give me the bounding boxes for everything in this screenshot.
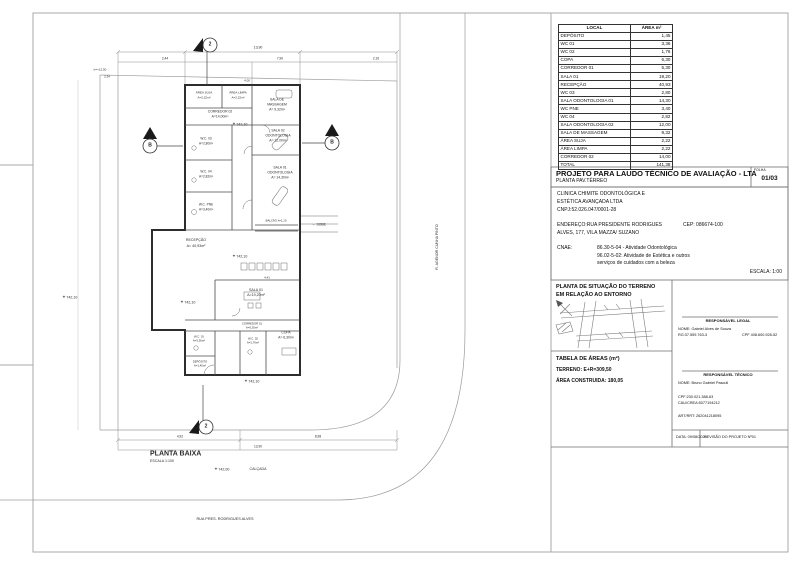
plan-label: 13,90 xyxy=(254,444,262,449)
resp-tecnico-cpf: CPF:230.021.388-63 xyxy=(678,395,714,399)
room-area-cell: 6,30 xyxy=(631,57,673,65)
plan-label: W.C. 02 xyxy=(248,336,258,341)
endereco-line1: ENDEREÇO:RUA PRESIDENTE RODRIGUES xyxy=(557,222,663,228)
table-row xyxy=(559,33,673,41)
room-name-cell: TOTAL xyxy=(559,161,631,169)
cep: CEP: 086674-100 xyxy=(683,222,723,228)
plan-label: COPA xyxy=(281,330,291,335)
cnae-line2: 96.02-5-02: Atividade de Estética e outros xyxy=(597,253,690,259)
elevation-marker: +742,10 xyxy=(232,253,248,259)
table-row xyxy=(559,73,673,81)
elevation-marker: +742,10 xyxy=(62,294,78,300)
room-area-cell: 141,38 xyxy=(631,161,673,169)
survey-cross-icon: + xyxy=(180,299,184,305)
plan-label: 8,98 xyxy=(314,434,322,439)
room-area-cell: 2,22 xyxy=(631,137,673,145)
situacao-title-line1: PLANTA DE SITUAÇÃO DO TERRENO xyxy=(556,284,656,290)
plan-label: B xyxy=(148,142,152,149)
plan-label: 4,41 xyxy=(264,275,270,280)
plan-label: 13,90 xyxy=(253,45,263,50)
plan-label: ODONTOLOGIA xyxy=(265,133,291,138)
plan-label: A= 14,30m² xyxy=(271,175,289,180)
plan-label: ÁREA LIMPA xyxy=(229,90,247,95)
client-name-line2: ESTÉTICA AVANÇADA LTDA xyxy=(557,199,623,205)
room-area-cell: 1,45 xyxy=(631,33,673,41)
elevation-marker: +742,10 xyxy=(244,378,260,384)
room-name-cell: COPA xyxy=(559,57,631,65)
cnae-line1: 86.30-5-04 - Atividade Odontológica xyxy=(597,245,677,251)
plan-label: 4,00 xyxy=(244,78,250,83)
plan-label: A=1,76m² xyxy=(246,340,260,345)
plan-label: ODONTOLOGIA xyxy=(267,170,293,175)
plan-label: h=+12,50 xyxy=(93,67,107,72)
room-area-cell: 14,00 xyxy=(631,153,673,161)
north-arrow-icon xyxy=(556,300,572,316)
plan-label: A=2,80m² xyxy=(199,141,213,146)
table-row xyxy=(559,41,673,49)
situacao-title-line2: EM RELAÇÃO AO ENTORNO xyxy=(556,292,632,298)
data-value: DATA: 09/08/2024 xyxy=(676,435,707,439)
table-row xyxy=(559,81,673,89)
terreno-value: TERRENO: E+R=309,50 xyxy=(556,367,612,373)
sheet-subtitle: PLANTA PAV.TÉRREO xyxy=(556,178,608,184)
resp-legal-title: RESPONSÁVEL LEGAL xyxy=(705,318,751,323)
plan-label: CORREDOR 02 xyxy=(207,109,233,114)
plan-label: A=2,82m² xyxy=(199,174,213,179)
room-name-cell: SALA ODONTOLOGIA 02 xyxy=(559,121,631,129)
survey-cross-icon: + xyxy=(244,378,248,384)
escala-titleblock: ESCALA: 1:00 xyxy=(749,269,782,275)
resp-legal-cpf: CPF 408.600.928-52 xyxy=(742,333,778,337)
room-area-cell: 19,20 xyxy=(631,73,673,81)
table-row xyxy=(559,105,673,113)
table-row xyxy=(559,153,673,161)
room-area-cell: 40,93 xyxy=(631,81,673,89)
survey-cross-icon: + xyxy=(232,121,236,127)
table-row xyxy=(559,57,673,65)
room-name-cell: SALA DE MASSAGEM xyxy=(559,129,631,137)
plan-label: 7,90 xyxy=(276,56,284,61)
table-row xyxy=(559,97,673,105)
revisao-value: REVISÃO DO PROJETO Nº01 xyxy=(704,435,756,439)
folha-label: FOLHA xyxy=(754,168,766,172)
plan-label: SALA DE xyxy=(269,97,285,102)
client-cnpj: CNPJ:52.026.047/0001-28 xyxy=(557,207,617,213)
table-row xyxy=(559,113,673,121)
table-row xyxy=(559,137,673,145)
folha-value: 01/03 xyxy=(761,175,778,182)
plan-label: ← SOBE xyxy=(312,222,326,227)
room-name-cell: RECEPÇÃO xyxy=(559,81,631,89)
plan-label: ÁREA SUJA xyxy=(195,90,213,95)
room-name-cell: SALA 01 xyxy=(559,73,631,81)
room-area-cell: 2,80 xyxy=(631,89,673,97)
resp-tecnico-nome: NOME: Bruno Gabriel Pasculi xyxy=(678,381,729,385)
room-area-cell: 9,32 xyxy=(631,129,673,137)
plan-label: 2,16 xyxy=(372,56,380,61)
plan-label: B xyxy=(330,139,334,146)
plan-label: W.C. 03 xyxy=(200,136,212,141)
site-sketch xyxy=(556,299,665,348)
room-area-cell: 14,30 xyxy=(631,97,673,105)
plan-label: PLANTA BAIXA xyxy=(150,450,202,458)
room-area-cell: 2,22 xyxy=(631,145,673,153)
table-row xyxy=(559,49,673,57)
room-name-cell: ÁREA SUJA xyxy=(559,137,631,145)
plan-label: A=14,00m² xyxy=(211,114,229,119)
plan-label: A= 6,30m² xyxy=(278,335,294,340)
room-name-cell: DEPÓSITO xyxy=(559,33,631,41)
room-name-cell: WC 04 xyxy=(559,113,631,121)
survey-cross-icon: + xyxy=(232,253,236,259)
survey-cross-icon: + xyxy=(214,466,218,472)
elevation-marker: +742,10 xyxy=(180,299,196,305)
endereco-line2: ALVES, 177, VILA MAZZA/ SUZANO xyxy=(557,230,640,236)
plan-label: 2,34 xyxy=(104,74,110,79)
plan-label: MASSAGEM xyxy=(267,102,287,107)
plan-label: A=5,30m² xyxy=(245,325,259,330)
plan-label: W.C. PNE xyxy=(198,202,214,207)
plan-label: BALCÃO h=1,10 xyxy=(265,218,287,223)
plan-label: R. AGENOR CUNHA PINTO xyxy=(435,224,440,270)
plan-label: A= 40,93m² xyxy=(186,244,206,249)
room-area-cell: 3,40 xyxy=(631,105,673,113)
room-area-cell: 2,82 xyxy=(631,113,673,121)
resp-legal-nome: NOME: Gabriel Alves de Souza xyxy=(678,327,731,331)
plan-label: A= 9,32m² xyxy=(269,107,285,112)
areas-table xyxy=(558,24,673,170)
room-name-cell: ÁREA LIMPA xyxy=(559,145,631,153)
resp-tecnico-title: RESPONSÁVEL TÉCNICO xyxy=(703,372,753,377)
plan-label: A=3,40m² xyxy=(199,207,213,212)
tabela-areas-title: TABELA DE ÁREAS (m²) xyxy=(556,356,620,362)
plan-label: CALÇADA xyxy=(249,467,267,472)
areas-table-header-area: ÁREA m² xyxy=(631,25,673,33)
table-row xyxy=(559,65,673,73)
table-row xyxy=(559,145,673,153)
plan-label: A= 12,00m² xyxy=(269,138,287,143)
client-name-line1: CLINICA CHIMITE ODONTOLÓGICA E xyxy=(557,191,645,197)
plan-label: RUA PRES. RODRIGUES ALVES xyxy=(196,517,254,522)
plan-label: 2 xyxy=(208,41,212,48)
sheet-title: PROJETO PARA LAUDO TÉCNICO DE AVALIAÇÃO - LTA xyxy=(556,169,757,178)
plan-label: SALA 02 xyxy=(271,128,285,133)
room-name-cell: WC PNE xyxy=(559,105,631,113)
room-area-cell: 1,76 xyxy=(631,49,673,57)
room-name-cell: WC 02 xyxy=(559,49,631,57)
plan-label: RECEPÇÃO xyxy=(185,238,207,243)
plan-label: A=2,22m² xyxy=(231,95,245,100)
plan-label: 2,44 xyxy=(161,56,169,61)
cnae-line3: serviços de cuidados com a beleza xyxy=(597,260,675,266)
plan-label: ESCALA 1:100 xyxy=(150,459,174,464)
cnae-label: CNAE: xyxy=(557,245,573,251)
plan-label: A=3,36m² xyxy=(192,338,206,343)
plan-label: A=19,20m² xyxy=(247,293,265,298)
resp-tecnico-art: ART/RRT: 262041218095 xyxy=(678,414,722,418)
plan-label: 4,92 xyxy=(176,434,184,439)
resp-legal-rg: RG:37.559.763-3 xyxy=(678,333,708,337)
table-row xyxy=(559,129,673,137)
areas-table-header-local: LOCAL xyxy=(559,25,631,33)
plan-label: CORREDOR 01 xyxy=(241,321,263,326)
room-name-cell: WC 03 xyxy=(559,89,631,97)
room-name-cell: CORREDOR 01 xyxy=(559,65,631,73)
plan-label: W.C. 01 xyxy=(194,334,204,339)
area-construida-value: ÁREA CONSTRUIDA: 180,05 xyxy=(556,378,624,384)
plan-label: 2 xyxy=(204,423,208,430)
room-name-cell: CORREDOR 02 xyxy=(559,153,631,161)
room-name-cell: WC 01 xyxy=(559,41,631,49)
elevation-marker: +742,00 xyxy=(214,466,230,472)
survey-cross-icon: + xyxy=(62,294,66,300)
plan-label: A=1,45m² xyxy=(193,363,207,368)
room-area-cell: 12,00 xyxy=(631,121,673,129)
room-name-cell: SALA ODONTOLOGIA 01 xyxy=(559,97,631,105)
room-area-cell: 5,30 xyxy=(631,65,673,73)
table-row xyxy=(559,89,673,97)
resp-tecnico-cau: CAU/CREA:5077194212 xyxy=(678,401,720,405)
plan-label: DEPÓSITO xyxy=(192,359,208,364)
plan-label: W.C. 04 xyxy=(200,169,212,174)
elevation-marker: +742,10 xyxy=(232,121,248,127)
plan-label: A=2,22m² xyxy=(197,95,211,100)
plan-label: SALA 01 xyxy=(273,165,287,170)
room-area-cell: 3,36 xyxy=(631,41,673,49)
dimension-lines xyxy=(116,50,399,450)
plan-label: SALA 01 xyxy=(249,288,263,293)
table-row xyxy=(559,121,673,129)
